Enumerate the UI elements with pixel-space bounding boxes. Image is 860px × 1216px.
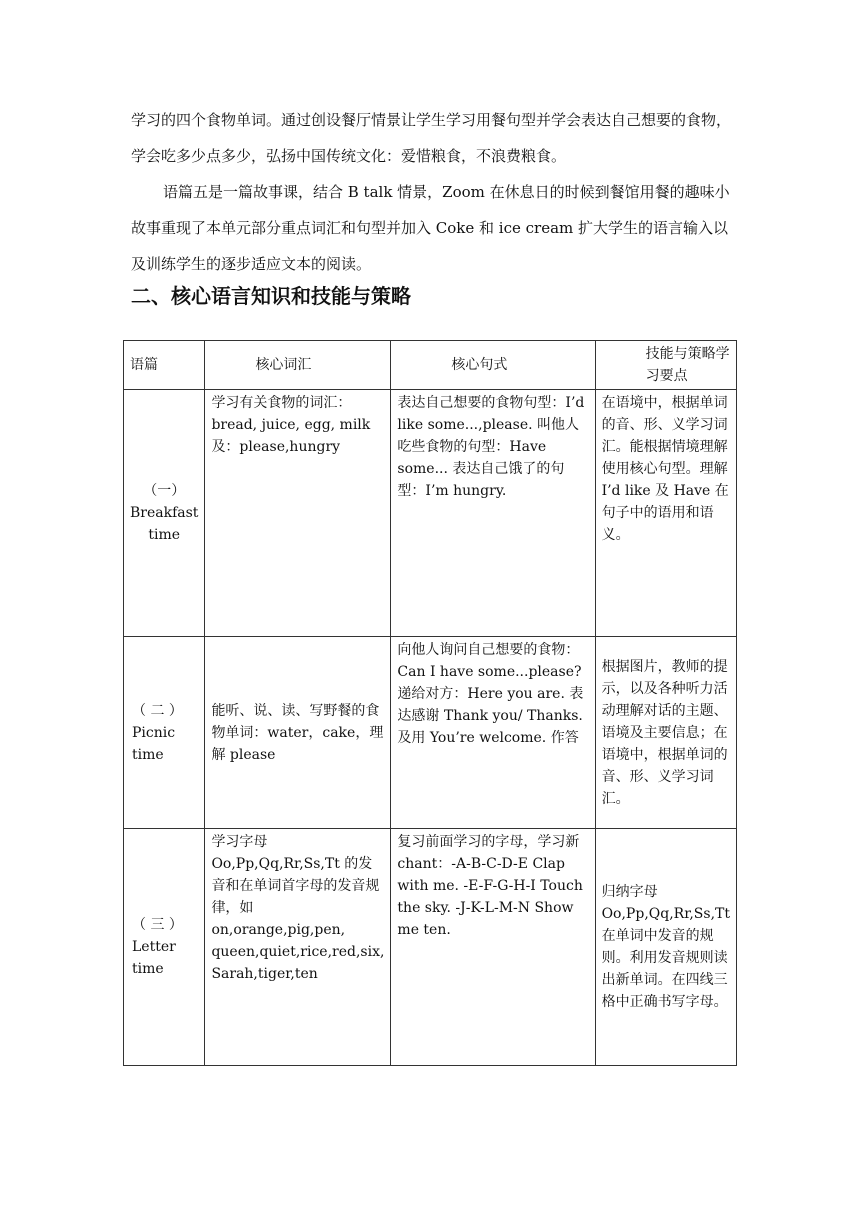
vocab-cell: 学习字母 Oo,Pp,Qq,Rr,Ss,Tt 的发音和在单词首字母的发音规律，如 on,orange,pig,pen, queen,quiet,rice,red,six, Sarah,tiger,ten <box>205 829 391 1066</box>
header-skills: 技能与策略学习要点 <box>595 341 736 390</box>
table-row <box>124 829 737 1066</box>
table-header-row <box>124 341 737 390</box>
skills-cell: 根据图片，教师的提示，以及各种听力活动理解对话的主题、语境及主要信息；在语境中，根据单词的音、形、义学习词汇。 <box>595 637 736 829</box>
lesson-cell: （一）Breakfast time <box>124 390 205 637</box>
sentences-cell: 复习前面学习的字母，学习新 chant：-A-B-C-D-E Clap with me. -E-F-G-H-I Touch the sky. -J-K-L-M-N Show me ten. <box>391 829 595 1066</box>
header-sentences: 核心句式 <box>391 341 595 390</box>
skills-cell: 在语境中，根据单词的音、形、义学习词汇。能根据情境理解使用核心句型。理解 I’d like 及 Have 在句子中的语用和语义。 <box>595 390 736 637</box>
header-lesson: 语篇 <box>124 341 205 390</box>
sentences-cell: 表达自己想要的食物句型：I’d like some...,please. 叫他人吃些食物的句型：Have some... 表达自己饿了的句型：I’m hungry. <box>391 390 595 637</box>
vocab-cell: 能听、说、读、写野餐的食物单词：water，cake，理解 please <box>205 637 391 829</box>
vocab-cell: 学习有关食物的词汇：bread, juice, egg, milk 及：please,hungry <box>205 390 391 637</box>
skills-cell: 归纳字母 Oo,Pp,Qq,Rr,Ss,Tt 在单词中发音的规则。利用发音规则读出新单词。在四线三格中正确书写字母。 <box>595 829 736 1066</box>
intro-paragraph-1: 学习的四个食物单词。通过创设餐厅情景让学生学习用餐句型并学会表达自己想要的食物，学会吃多少点多少，弘扬中国传统文化：爱惜粮食，不浪费粮食。 <box>131 111 732 165</box>
section-heading: 二、核心语言知识和技能与策略 <box>131 284 411 308</box>
header-vocab: 核心词汇 <box>205 341 391 390</box>
lesson-cell: （ 二 ）Picnic time <box>124 637 205 829</box>
sentences-cell: 向他人询问自己想要的食物：Can I have some...please?递给对方：Here you are. 表达感谢 Thank you/ Thanks. 及用 You’re welcome. 作答 <box>391 637 595 829</box>
table-row <box>124 637 737 829</box>
table-row <box>124 390 737 637</box>
intro-paragraph-2: 语篇五是一篇故事课，结合 B talk 情景，Zoom 在休息日的时候到餐馆用餐的趣味小故事重现了本单元部分重点词汇和句型并加入 Coke 和 ice cream 扩大学生的语言输入以及训练学生的逐步适应文本的阅读。 <box>131 183 730 273</box>
core-language-table <box>123 340 737 1066</box>
lesson-cell: （ 三 ）Letter time <box>124 829 205 1066</box>
